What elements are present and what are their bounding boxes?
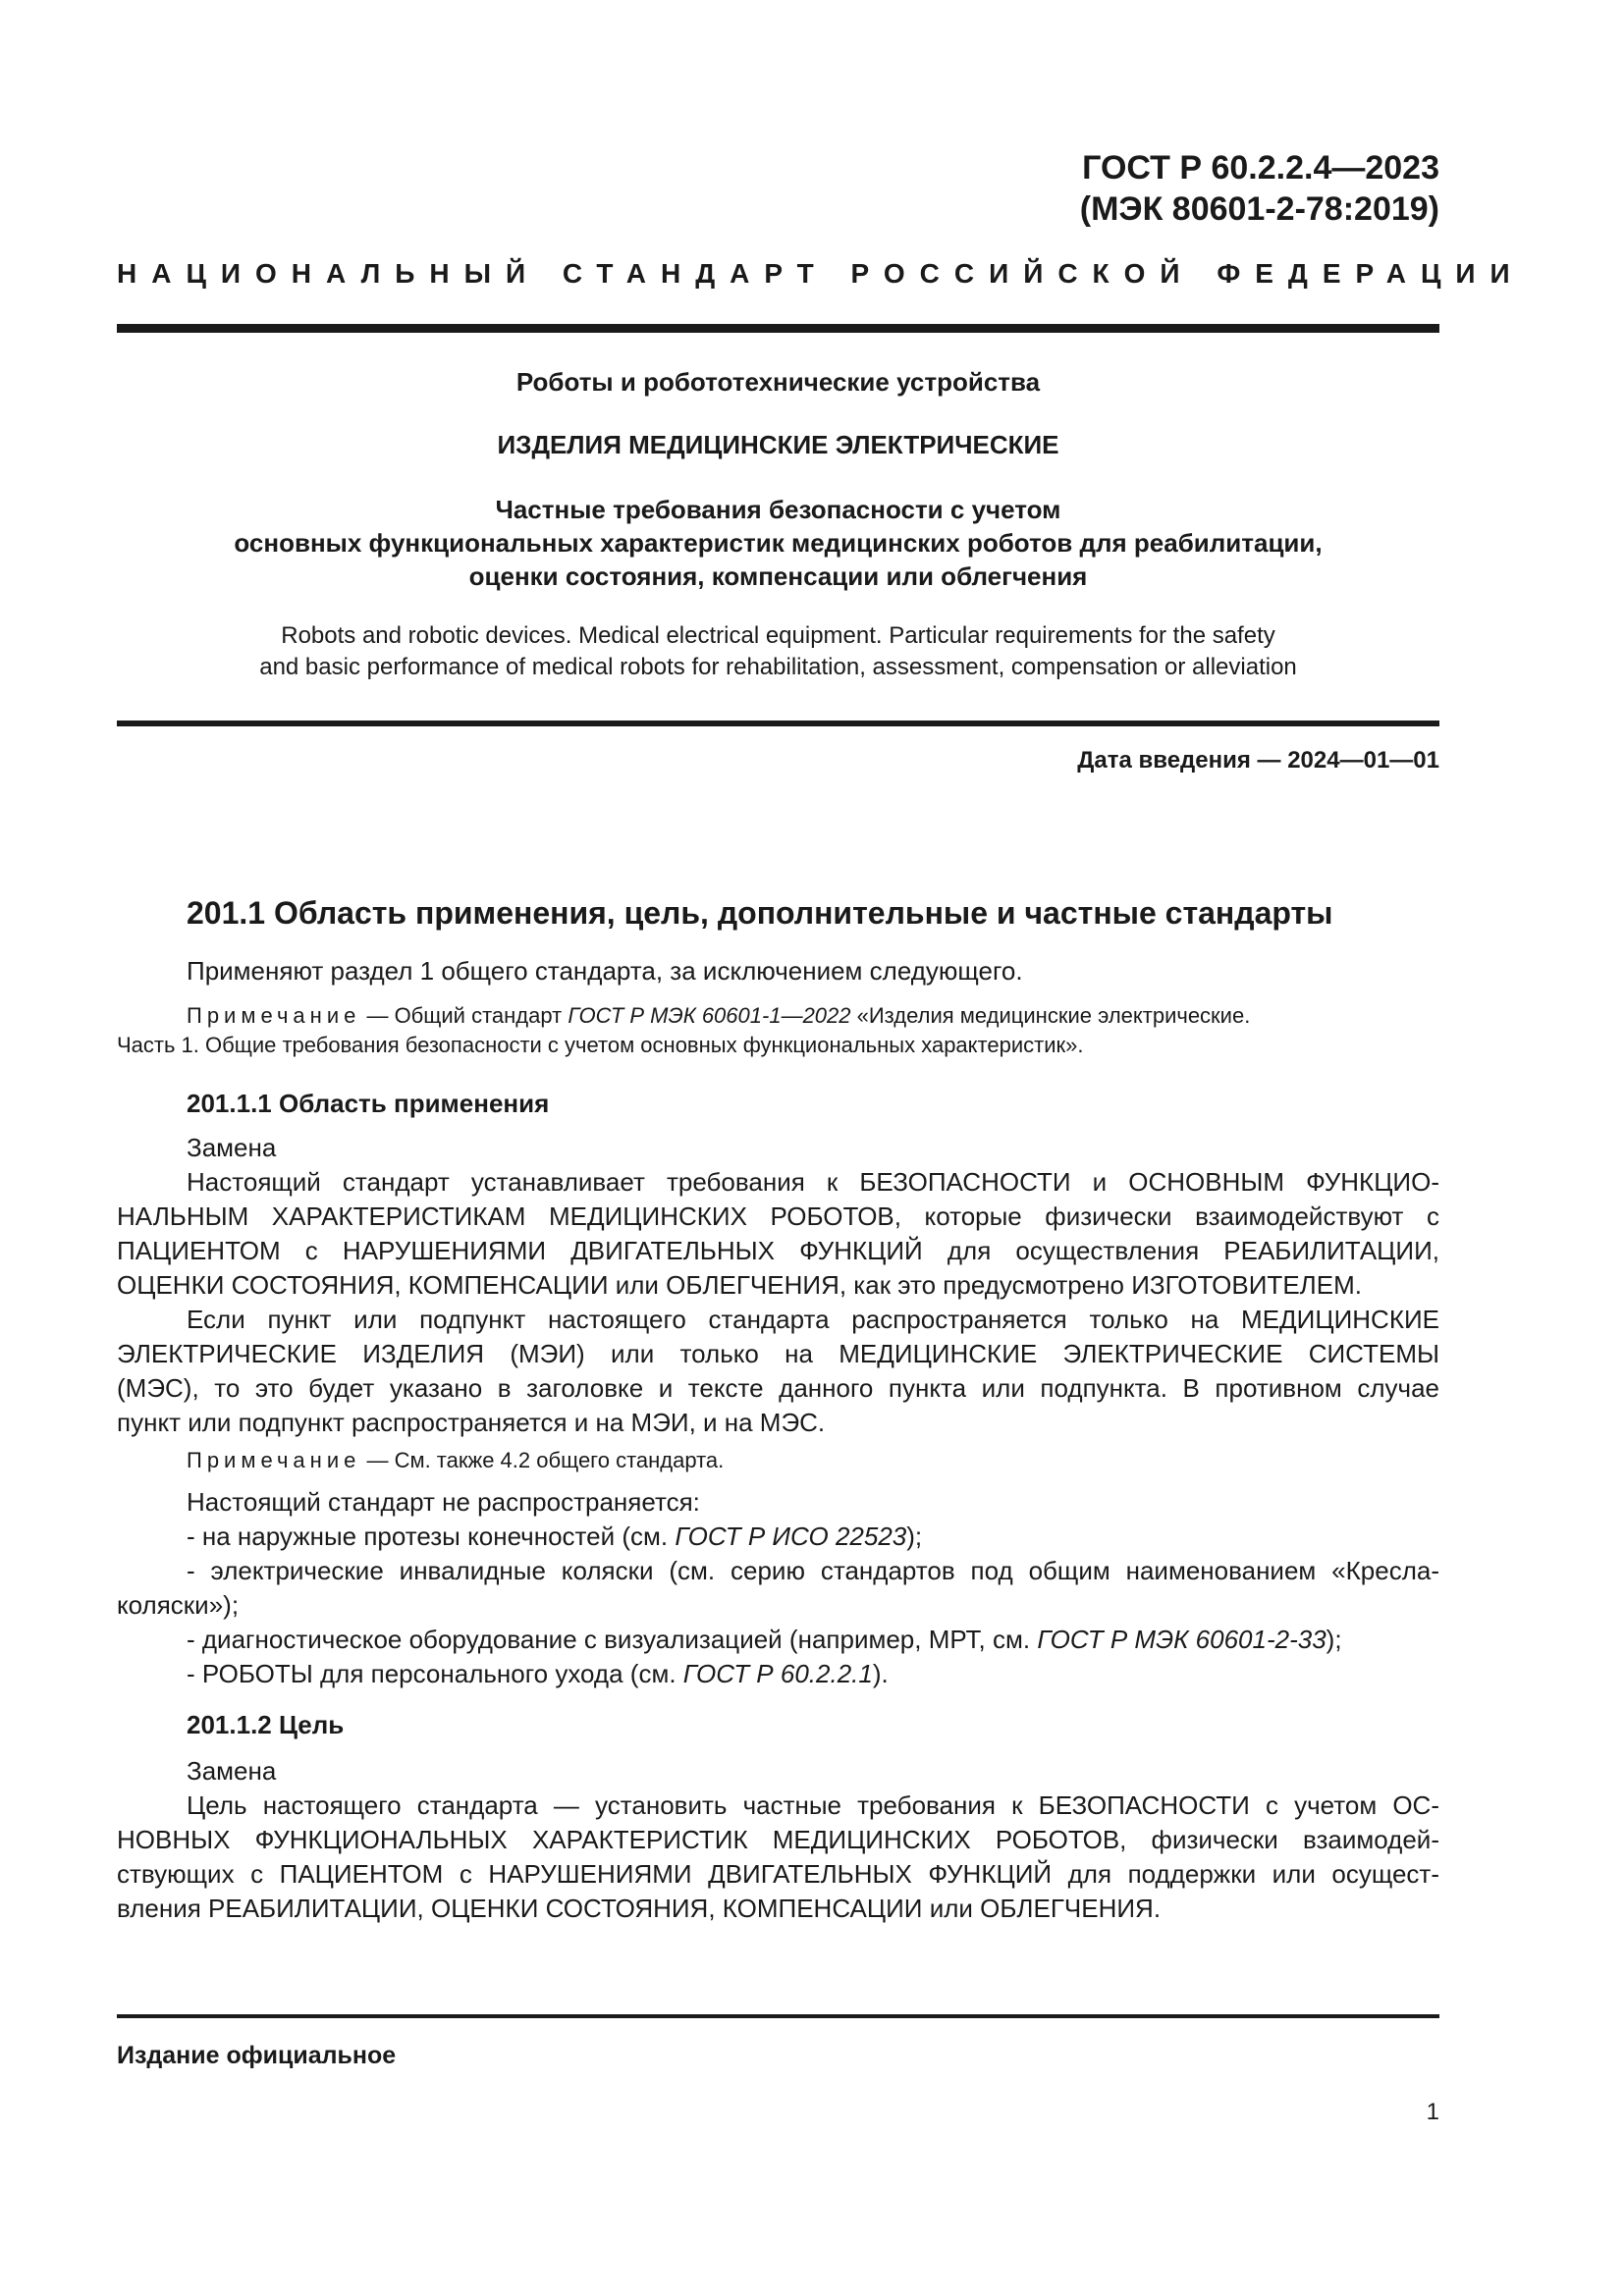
list-item: - на наружные протезы конечностей (см. ГОСТ Р ИСО 22523); [187, 1522, 923, 1551]
scope-para2-line: ЭЛЕКТРИЧЕСКИЕ ИЗДЕЛИЯ (МЭИ) или только на МЕДИЦИНСКИЕ ЭЛЕКТРИЧЕСКИЕ СИСТЕМЫ [117, 1339, 1439, 1368]
english-title-line: and basic performance of medical robots for rehabilitation, assessment, compensation or alleviation [259, 654, 1297, 680]
scope-para1-line: ОЦЕНКИ СОСТОЯНИЯ, КОМПЕНСАЦИИ или ОБЛЕГЧЕНИЯ, как это предусмотрено ИЗГОТОВИТЕЛЕМ. [117, 1270, 1362, 1300]
list-item: - РОБОТЫ для персонального ухода (см. ГОСТ Р 60.2.2.1). [187, 1659, 889, 1688]
standard-group-title: Роботы и робототехнические устройства [515, 367, 1041, 397]
scope-para1-line: Настоящий стандарт устанавливает требования к БЕЗОПАСНОСТИ и ОСНОВНЫМ ФУНКЦИО- [187, 1167, 1439, 1197]
list-item: - электрические инвалидные коляски (см. серию стандартов под общим наименованием «Кресла- [187, 1556, 1439, 1585]
purpose-para-line: Цель настоящего стандарта — установить частные требования к БЕЗОПАСНОСТИ с учетом ОС- [187, 1790, 1439, 1820]
scope-para2-line: пункт или подпункт распространяется и на МЭИ, и на МЭС. [117, 1408, 826, 1437]
scope-heading: 201.1.1 Область применения [187, 1089, 550, 1118]
national-standard-banner: НАЦИОНАЛЬНЫЙ СТАНДАРТ РОССИЙСКОЙ ФЕДЕРАЦИИ [117, 258, 1525, 289]
note-1-reference: ГОСТ Р МЭК 60601-1—2022 [568, 1003, 851, 1028]
applies-text: Применяют раздел 1 общего стандарта, за исключением следующего. [187, 956, 1023, 986]
purpose-para-line: ствующих с ПАЦИЕНТОМ с НАРУШЕНИЯМИ ДВИГАТЕЛЬНЫХ ФУНКЦИЙ для поддержки или осущест- [117, 1859, 1439, 1889]
scope-para1-line: ПАЦИЕНТОМ с НАРУШЕНИЯМИ ДВИГАТЕЛЬНЫХ ФУНКЦИЙ для осуществления РЕАБИЛИТАЦИИ, [117, 1236, 1439, 1265]
iec-number: (МЭК 80601-2-78:2019) [1079, 190, 1439, 228]
document-number: ГОСТ Р 60.2.2.4—2023 [1082, 149, 1439, 187]
replace-label: Замена [187, 1756, 277, 1786]
english-title [117, 620, 1439, 683]
purpose-body [117, 1754, 1439, 1926]
scope-para2-line: Если пункт или подпункт настоящего стандарта распространяется только на МЕДИЦИНСКИЕ [187, 1305, 1439, 1334]
reference: ГОСТ Р 60.2.2.1 [682, 1659, 873, 1688]
purpose-para-line: НОВНЫХ ФУНКЦИОНАЛЬНЫХ ХАРАКТЕРИСТИК МЕДИЦИНСКИХ РОБОТОВ, физически взаимодей- [117, 1825, 1439, 1854]
note-2 [117, 1446, 1439, 1475]
standard-main-title: ИЗДЕЛИЯ МЕДИЦИНСКИЕ ЭЛЕКТРИЧЕСКИЕ [497, 430, 1059, 459]
subtitle-line: основных функциональных характеристик медицинских роботов для реабилитации, [234, 528, 1323, 558]
note-2-text: — См. также 4.2 общего стандарта. [360, 1448, 725, 1472]
replace-label: Замена [187, 1133, 277, 1162]
note-2-line [117, 1446, 1439, 1475]
note-1-line [117, 1001, 1439, 1031]
scope-para2-line: (МЭС), то это будет указано в заголовке и тексте данного пункта или подпункта. В противном случае [117, 1373, 1439, 1403]
english-title-line: Robots and robotic devices. Medical electrical equipment. Particular requirements for the safety [281, 622, 1275, 649]
official-edition-label: Издание официальное [117, 2042, 397, 2069]
exclusions-list [117, 1485, 1439, 1691]
scope-body [117, 1131, 1439, 1440]
purpose-heading: 201.1.2 Цель [187, 1710, 345, 1739]
note-1-text-end: «Изделия медицинские электрические. [850, 1003, 1251, 1028]
scope-para1-line: НАЛЬНЫМ ХАРАКТЕРИСТИКАМ МЕДИЦИНСКИХ РОБОТОВ, которые физически взаимодействуют с [117, 1201, 1439, 1231]
subtitle-line: Частные требования безопасности с учетом [495, 495, 1061, 524]
subtitle-line: оценки состояния, компенсации или облегчения [468, 561, 1088, 591]
list-item-continuation: коляски»); [117, 1590, 240, 1620]
footer-rule [117, 2014, 1439, 2018]
note-1-text: — Общий стандарт [360, 1003, 568, 1028]
reference: ГОСТ Р ИСО 22523 [675, 1522, 907, 1551]
purpose-para-line: вления РЕАБИЛИТАЦИИ, ОЦЕНКИ СОСТОЯНИЯ, КОМПЕНСАЦИИ или ОБЛЕГЧЕНИЯ. [117, 1894, 1162, 1923]
introduction-date: Дата введения — 2024—01—01 [1077, 747, 1439, 774]
page-number: 1 [1426, 2099, 1439, 2125]
title-rule [117, 721, 1439, 726]
standard-subtitle [117, 493, 1439, 593]
note-label: Примечание [187, 1003, 361, 1028]
applies-paragraph [117, 954, 1439, 988]
list-item: - диагностическое оборудование с визуализацией (например, МРТ, см. ГОСТ Р МЭК 60601-2-33); [187, 1625, 1342, 1654]
note-label: Примечание [187, 1448, 361, 1472]
header-rule [117, 324, 1439, 333]
reference: ГОСТ Р МЭК 60601-2-33 [1037, 1625, 1326, 1654]
section-heading: 201.1 Область применения, цель, дополнительные и частные стандарты [187, 895, 1333, 931]
note-1-line-2: Часть 1. Общие требования безопасности с учетом основных функциональных характеристик». [117, 1033, 1084, 1057]
note-1 [117, 1001, 1439, 1060]
not-applies-text: Настоящий стандарт не распространяется: [187, 1487, 700, 1517]
